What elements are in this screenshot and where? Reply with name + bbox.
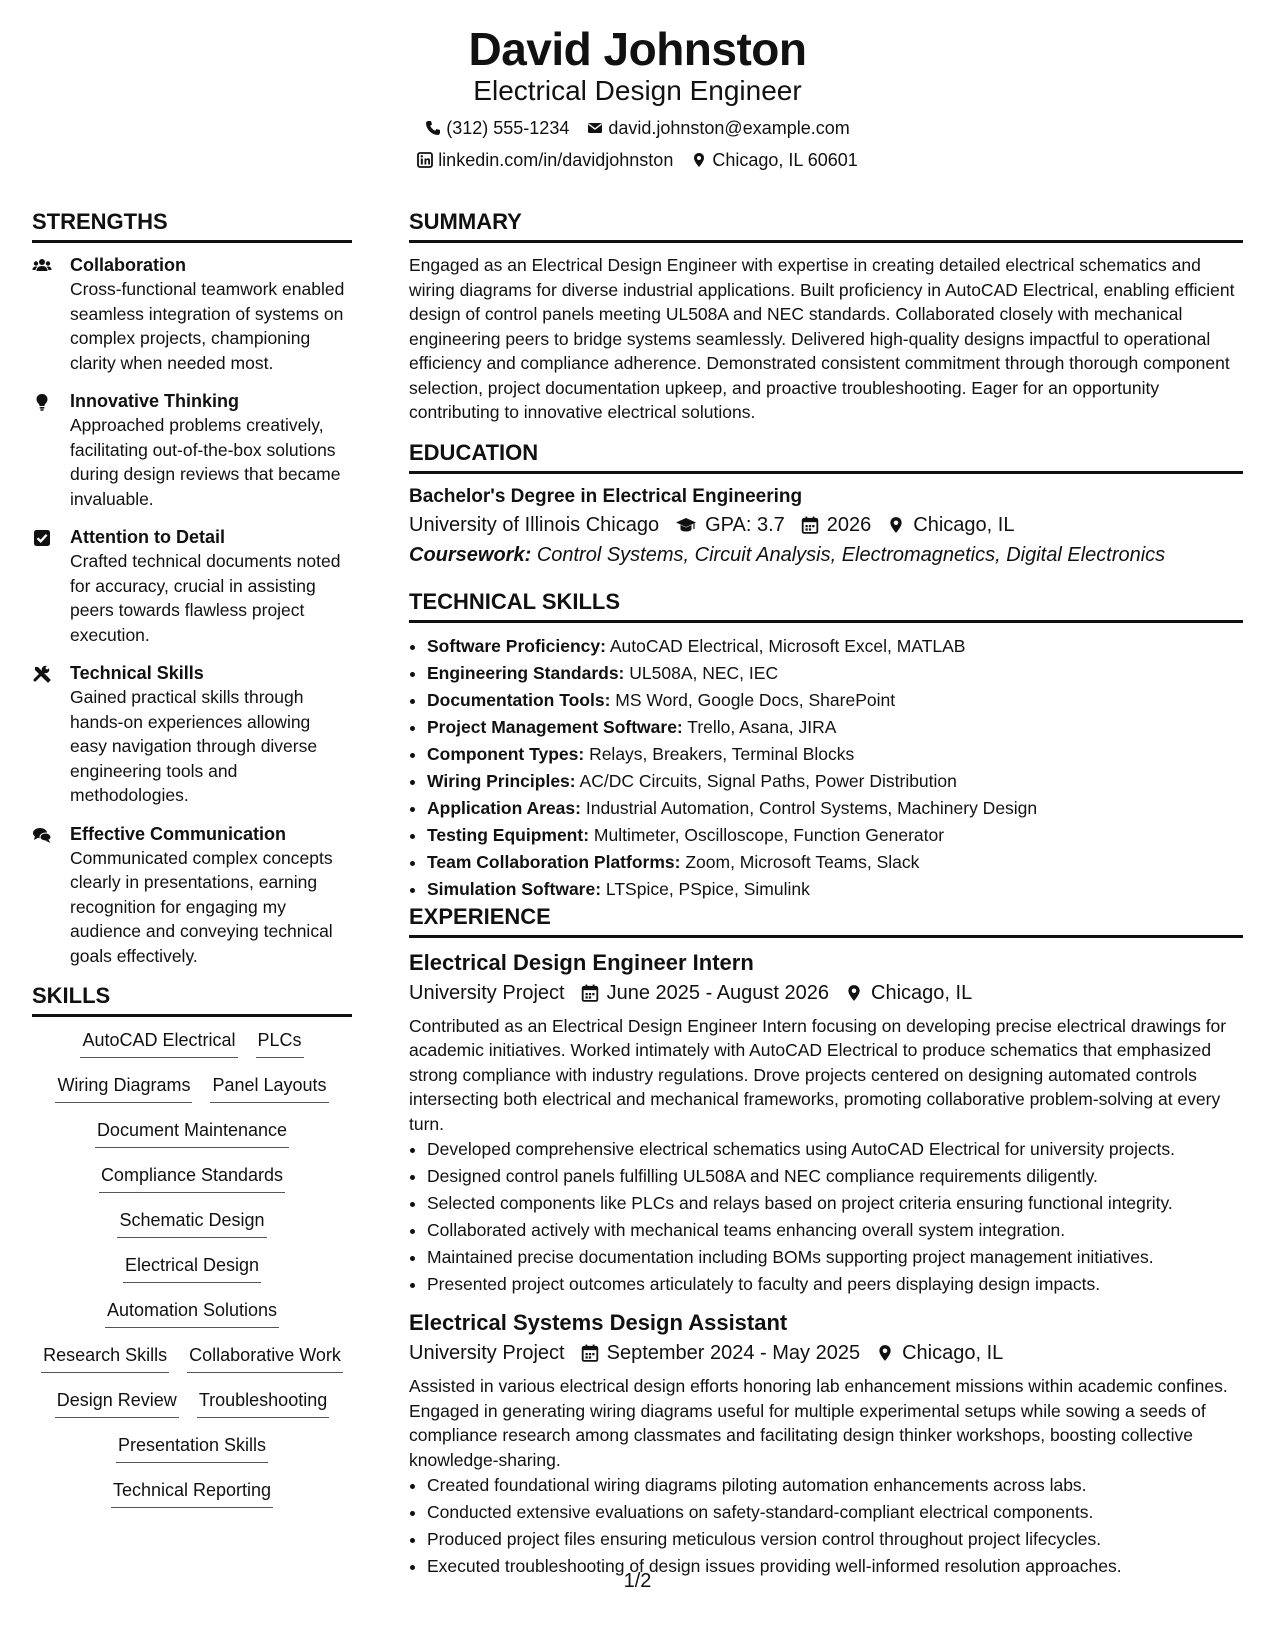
skill-row [123, 1252, 261, 1297]
skill-tag: Schematic Design [117, 1207, 266, 1238]
skill-tag: Electrical Design [123, 1252, 261, 1283]
tools-icon [32, 664, 52, 684]
skill-row [55, 1072, 328, 1117]
strength-desc: Approached problems creatively, facilitating out-of-the-box solutions during design reviews that became invaluable. [70, 415, 341, 509]
job-bullet: • Maintained precise documentation including BOMs supporting project management initiatives. [427, 1244, 1243, 1271]
skill-tags [32, 1027, 352, 1522]
phone-contact[interactable] [425, 114, 569, 142]
resume-header [0, 22, 1275, 174]
technical-skill-item: • Application Areas: Industrial Automation, Control Systems, Machinery Design [427, 795, 1243, 822]
strength-item [32, 253, 352, 375]
map-marker-icon [887, 516, 905, 534]
strength-item [32, 389, 352, 511]
skill-tag: Panel Layouts [210, 1072, 328, 1103]
strength-desc: Cross-functional teamwork enabled seamless integration of systems on complex projects, championing clarity when needed most. [70, 279, 345, 373]
technical-skills-heading: TECHNICAL SKILLS [409, 588, 1243, 623]
job-description: Contributed as an Electrical Design Engineer Intern focusing on developing precise electrical drawings for academic initiatives. Worked intimately with AutoCAD Electrical to produce schematics that emphasized strong compliance with industry regulations. Drove projects centered on designing automated controls intersecting both electrical and mechanical frameworks, promoting collaborative problem-solving at every turn. [409, 1015, 1227, 1134]
strength-item [32, 525, 352, 647]
strength-item [32, 661, 352, 808]
location-contact [691, 146, 857, 174]
education-heading: EDUCATION [409, 439, 1243, 474]
candidate-name: David Johnston [468, 23, 807, 75]
job-meta [409, 978, 1243, 1008]
job-org: University Project [409, 1342, 565, 1364]
job-bullet: • Presented project outcomes articulately to faculty and peers displaying design impacts. [427, 1271, 1243, 1298]
graduation-cap-icon [675, 516, 697, 534]
skill-row [41, 1342, 343, 1387]
technical-skill-item: • Software Proficiency: AutoCAD Electrical, Microsoft Excel, MATLAB [427, 633, 1243, 660]
skill-tag: Technical Reporting [111, 1477, 273, 1508]
job-location: Chicago, IL [845, 978, 972, 1008]
skill-tag: Troubleshooting [197, 1387, 329, 1418]
skill-row [117, 1207, 266, 1252]
email-text: david.johnston@example.com [608, 118, 850, 138]
email-contact[interactable] [587, 114, 849, 142]
skills-heading: SKILLS [32, 982, 352, 1017]
phone-text: (312) 555-1234 [446, 118, 570, 138]
skill-row [116, 1432, 268, 1477]
linkedin-icon [417, 152, 433, 168]
skill-tag: Presentation Skills [116, 1432, 268, 1463]
map-marker-icon [845, 984, 863, 1002]
linkedin-contact[interactable] [417, 146, 673, 174]
skill-row [105, 1297, 279, 1342]
job-bullet: • Conducted extensive evaluations on safety-standard-compliant electrical components. [427, 1499, 1243, 1526]
candidate-title: Electrical Design Engineer [473, 75, 802, 106]
job-dates: June 2025 - August 2026 [581, 978, 829, 1008]
coursework: Coursework: Control Systems, Circuit Analysis, Electromagnetics, Digital Electronics [409, 543, 1166, 566]
contact-row-1 [0, 114, 1275, 142]
technical-skill-item: • Wiring Principles: AC/DC Circuits, Signal Paths, Power Distribution [427, 768, 1243, 795]
skill-tag: Collaborative Work [187, 1342, 343, 1373]
skill-tag: Wiring Diagrams [55, 1072, 192, 1103]
job-bullets [409, 1472, 1243, 1580]
skill-tag: Document Maintenance [95, 1117, 289, 1148]
calendar-icon [581, 1344, 599, 1362]
job-bullet: • Produced project files ensuring meticulous version control throughout project lifecycles. [427, 1526, 1243, 1553]
degree-name: Bachelor's Degree in Electrical Engineering [409, 485, 803, 507]
left-column [32, 208, 352, 1522]
envelope-icon [587, 120, 603, 136]
technical-skill-item: • Engineering Standards: UL508A, NEC, IEC [427, 660, 1243, 687]
technical-skill-item: • Documentation Tools: MS Word, Google Docs, SharePoint [427, 687, 1243, 714]
skill-tag: PLCs [256, 1027, 304, 1058]
calendar-icon [801, 516, 819, 534]
lightbulb-icon [32, 392, 52, 412]
job-org: University Project [409, 981, 565, 1004]
job-title: Electrical Systems Design Assistant [409, 1310, 788, 1335]
job-bullet: • Designed control panels fulfilling UL508A and NEC compliance requirements diligently. [427, 1163, 1243, 1190]
job-description: Assisted in various electrical design efforts honoring lab enhancement missions within academic confines. Engaged in generating wiring diagrams useful for multiple experimental setups while sowing a seeds of compliance research among classmates and facilitating design thinker workshops, boosting collective knowledge-sharing. [409, 1376, 1228, 1470]
technical-skills-list [409, 633, 1243, 903]
job-dates: September 2024 - May 2025 [581, 1338, 861, 1368]
technical-skill-item: • Component Types: Relays, Breakers, Terminal Blocks [427, 741, 1243, 768]
skill-row [80, 1027, 303, 1072]
strength-desc: Crafted technical documents noted for accuracy, crucial in assisting peers towards flawless project execution. [70, 551, 341, 645]
education-location: Chicago, IL [887, 510, 1014, 540]
technical-skill-item: • Testing Equipment: Multimeter, Oscilloscope, Function Generator [427, 822, 1243, 849]
job-bullet: • Selected components like PLCs and relays based on project criteria ensuring functional integrity. [427, 1190, 1243, 1217]
job-bullet: • Developed comprehensive electrical schematics using AutoCAD Electrical for university projects. [427, 1136, 1243, 1163]
gpa: GPA: 3.7 [675, 510, 785, 540]
skill-row [55, 1387, 329, 1432]
job-bullet: • Executed troubleshooting of design issues providing well-informed resolution approaches. [427, 1553, 1243, 1580]
graduation-year: 2026 [801, 510, 872, 540]
right-column [409, 208, 1243, 1590]
strengths-heading: STRENGTHS [32, 208, 352, 243]
summary-text: Engaged as an Electrical Design Engineer with expertise in creating detailed electrical schematics and wiring diagrams for diverse industrial applications. Built proficiency in AutoCAD Electrical, enabling efficient design of control panels meeting UL508A and NEC standards. Collaborated closely with mechanical engineering peers to bridge systems seamlessly. Delivered high-quality designs impactful to operational efficiency and compliance adherence. Demonstrated consistent commitment through thorough component selection, project documentation upkeep, and proactive troubleshooting. Eager for an opportunity contributing to innovative electrical solutions. [409, 255, 1235, 422]
linkedin-text: linkedin.com/in/davidjohnston [438, 150, 674, 170]
map-marker-icon [876, 1344, 894, 1362]
skill-tag: Compliance Standards [99, 1162, 285, 1193]
skill-row [111, 1477, 273, 1522]
school-name: University of Illinois Chicago [409, 513, 660, 536]
technical-skill-item: • Project Management Software: Trello, Asana, JIRA [427, 714, 1243, 741]
strength-desc: Gained practical skills through hands-on experiences allowing easy navigation through diverse engineering tools and methodologies. [70, 687, 318, 805]
skill-row [95, 1117, 289, 1162]
strength-name: Innovative Thinking [70, 391, 240, 411]
strength-name: Technical Skills [70, 663, 204, 683]
skill-tag: Design Review [55, 1387, 179, 1418]
job-entry [409, 948, 1243, 1299]
job-title: Electrical Design Engineer Intern [409, 949, 754, 975]
checkbox-icon [32, 528, 52, 548]
contact-row-2 [0, 146, 1275, 174]
strength-name: Attention to Detail [70, 527, 225, 547]
skill-row [99, 1162, 285, 1207]
summary-heading: SUMMARY [409, 208, 1243, 243]
skill-tag: AutoCAD Electrical [80, 1027, 237, 1058]
location-text: Chicago, IL 60601 [712, 150, 858, 170]
map-marker-icon [691, 152, 707, 168]
experience-heading: EXPERIENCE [409, 903, 1243, 938]
users-icon [32, 256, 52, 276]
job-location: Chicago, IL [876, 1338, 1003, 1368]
strength-item [32, 822, 352, 969]
phone-icon [425, 120, 441, 136]
job-entry [409, 1308, 1243, 1580]
job-bullets [409, 1136, 1243, 1298]
technical-skill-item: • Simulation Software: LTSpice, PSpice, Simulink [427, 876, 1243, 903]
strength-name: Collaboration [70, 255, 186, 275]
strength-desc: Communicated complex concepts clearly in presentations, earning recognition for engaging my audience and conveying technical goals effectively. [70, 847, 333, 966]
education-meta [409, 510, 1243, 540]
skill-tag: Automation Solutions [105, 1297, 279, 1328]
page-number: 1/2 [623, 1570, 652, 1592]
calendar-icon [581, 984, 599, 1002]
technical-skill-item: • Team Collaboration Platforms: Zoom, Microsoft Teams, Slack [427, 849, 1243, 876]
strength-name: Effective Communication [70, 823, 287, 844]
job-bullet: • Created foundational wiring diagrams piloting automation enhancements across labs. [427, 1472, 1243, 1499]
comments-icon [32, 825, 52, 845]
skill-tag: Research Skills [41, 1342, 169, 1373]
job-bullet: • Collaborated actively with mechanical teams enhancing overall system integration. [427, 1217, 1243, 1244]
job-meta [409, 1338, 1243, 1368]
